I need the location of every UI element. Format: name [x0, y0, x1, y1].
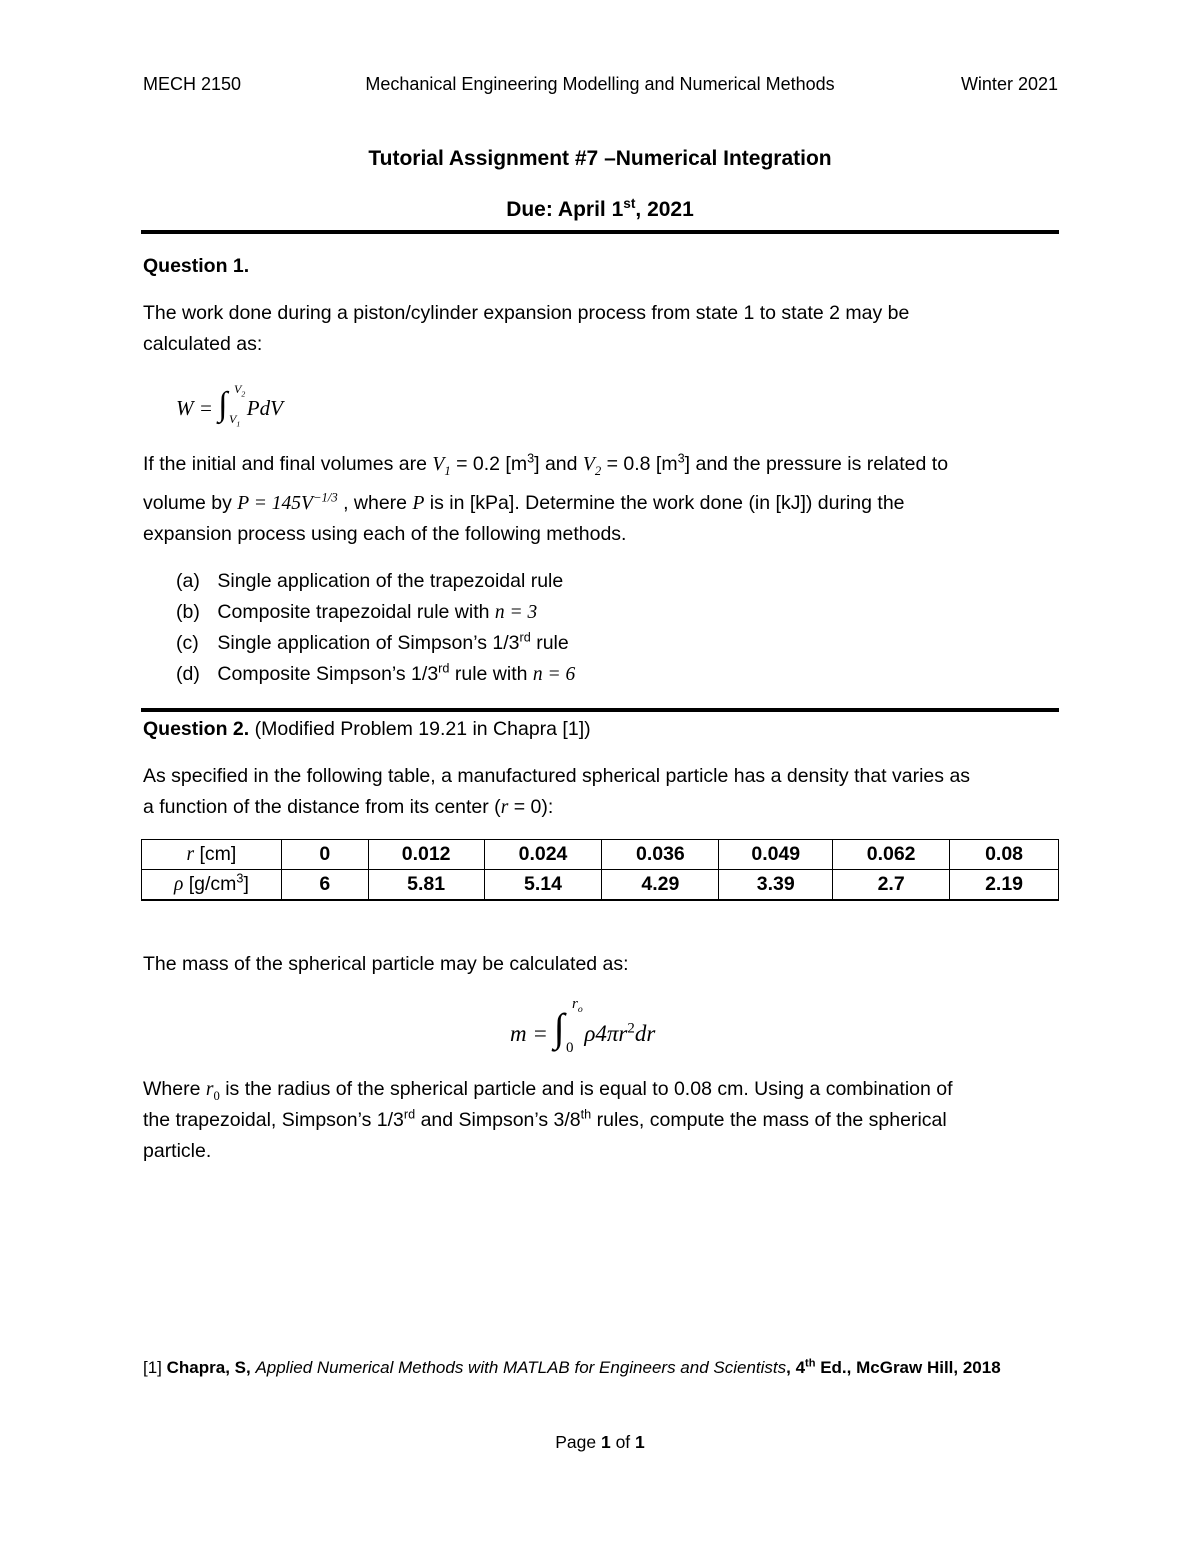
item-sup: rd [519, 630, 531, 645]
item-sup: rd [438, 661, 450, 676]
cubic-exp: 3 [527, 451, 535, 466]
table-cell: 0.036 [602, 840, 719, 870]
text-run: Where [143, 1078, 206, 1100]
work-eq-lower-sub: 1 [236, 419, 241, 429]
radius-unit: [cm] [194, 843, 237, 865]
section-rule-top [141, 230, 1059, 234]
table-cell: 0 [281, 840, 368, 870]
mass-equation [510, 996, 656, 1056]
work-eq-integrand: PdV [246, 396, 283, 420]
density-symbol: ρ [173, 874, 184, 895]
question-2-note: (Modified Problem 19.21 in Chapra [1]) [249, 718, 591, 740]
list-item [143, 659, 575, 690]
text-run: If the initial and final volumes are [143, 453, 433, 475]
page-title: Tutorial Assignment #7 –Numerical Integration [368, 147, 832, 170]
var-v1: V [432, 454, 445, 475]
text-run: of [610, 1432, 636, 1452]
current-page: 1 [600, 1432, 611, 1452]
reference-author: Chapra, S, [166, 1358, 256, 1377]
due-sup: st [623, 196, 636, 211]
ordinal-sup: rd [403, 1107, 416, 1122]
var-v1-sub: 1 [444, 463, 451, 478]
table-cell: 0.08 [950, 840, 1059, 870]
reference-entry [143, 1358, 1001, 1378]
var-v2-sub: 2 [594, 463, 602, 478]
table-row-label-density [142, 870, 282, 901]
text-run: is in [kPa]. Determine the work done (in [kJ]) during the [424, 492, 905, 514]
reference-edition-sup: th [805, 1357, 816, 1370]
list-item [143, 628, 575, 659]
question-2-where-line-2 [143, 1105, 1059, 1136]
mass-eq-differential: dr [634, 1021, 656, 1046]
ordinal-sup: th [580, 1107, 592, 1122]
reference-number: [1] [143, 1358, 167, 1377]
radius-symbol: r [186, 844, 195, 865]
question-2-where-line-3: particle. [143, 1140, 212, 1162]
question-1-heading: Question 1. [143, 255, 250, 277]
item-text: Composite Simpson’s 1/3 [217, 663, 439, 685]
integral-sign: ∫ [218, 386, 228, 423]
work-eq-upper-limit [234, 382, 245, 397]
var-r0-sub: 0 [213, 1088, 220, 1103]
question-1-intro-line-1: The work done during a piston/cylinder expansion process from state 1 to state 2 may be [143, 302, 910, 324]
work-eq-lhs: W = [176, 396, 213, 420]
text-run: = 0.2 [m [450, 453, 528, 475]
text-run: Page [555, 1432, 601, 1452]
mass-eq-lower-limit: 0 [566, 1040, 574, 1056]
due-suffix: , 2021 [635, 198, 694, 221]
question-1-paragraph-line-3: expansion process using each of the following methods. [143, 523, 627, 545]
total-pages: 1 [635, 1432, 645, 1452]
var-r: r [500, 797, 509, 818]
cubic-exp: 3 [677, 451, 685, 466]
due-date [0, 198, 1200, 222]
header-term: Winter 2021 [960, 74, 1058, 94]
var-p: P [412, 493, 425, 514]
text-run: volume by [143, 492, 238, 514]
due-prefix: Due: April 1 [506, 198, 624, 221]
text-run: = 0.8 [m [601, 453, 678, 475]
question-1-intro-line-2: calculated as: [143, 333, 263, 355]
table-row [142, 870, 1059, 901]
pressure-exp: −1/3 [312, 490, 338, 505]
table-cell: 0.062 [833, 840, 950, 870]
text-run: , where [337, 492, 413, 514]
reference-publisher: Ed., McGraw Hill, 2018 [815, 1358, 1001, 1377]
work-eq-lower-limit [229, 412, 240, 427]
mass-eq-upper-limit [572, 996, 583, 1013]
header-course-title: Mechanical Engineering Modelling and Numerical Methods [365, 74, 835, 94]
table-cell: 0.024 [484, 840, 602, 870]
question-2-paragraph-line-2 [143, 792, 1059, 823]
item-text: Single application of Simpson’s 1/3 [217, 632, 520, 654]
table-cell: 2.7 [833, 870, 950, 901]
mass-eq-upper-sub: o [577, 1004, 583, 1015]
question-2-paragraph-line-1: As specified in the following table, a manufactured spherical particle has a density that varies as [143, 765, 971, 787]
table-cell: 0.012 [368, 840, 484, 870]
section-rule-middle [141, 708, 1059, 712]
work-eq-lower-var: V [229, 412, 237, 426]
question-2-heading: Question 2. [143, 718, 250, 740]
question-1-paragraph-line-2 [143, 488, 1059, 519]
integral-sign: ∫ [553, 1005, 565, 1050]
item-text: Composite trapezoidal rule with [217, 601, 495, 623]
text-run: and Simpson’s 3/8 [415, 1109, 581, 1131]
text-run: = 0): [508, 796, 554, 818]
var-v2: V [582, 454, 595, 475]
item-tail: rule with [449, 663, 533, 685]
reference-title: Applied Numerical Methods with MATLAB for Engineers and Scientists [255, 1358, 787, 1377]
item-math: n = 6 [532, 664, 576, 685]
text-run: , 4 [786, 1358, 806, 1377]
item-label: (c) [176, 632, 199, 654]
page-number [0, 1432, 1200, 1453]
question-1-paragraph-line-1 [143, 449, 1059, 480]
mass-eq-upper-var: r [572, 996, 578, 1012]
table-cell: 2.19 [950, 870, 1059, 901]
density-unit-exp: 3 [236, 871, 244, 886]
table-cell: 5.14 [484, 870, 602, 901]
list-item [143, 566, 575, 597]
text-run: is the radius of the spherical particle and is equal to 0.08 cm. Using a combination of [219, 1078, 953, 1100]
header-course-code: MECH 2150 [143, 74, 242, 94]
work-equation [176, 382, 283, 429]
pressure-equation: P = 145V [237, 493, 313, 514]
density-unit-close: ] [243, 873, 249, 895]
work-eq-upper-var: V [234, 382, 242, 396]
mass-eq-integrand: ρ4πr [584, 1021, 628, 1046]
density-unit: [g/cm [183, 873, 237, 895]
text-run: a function of the distance from its center ( [143, 796, 501, 818]
text-run: ] and [534, 453, 583, 475]
var-r0: r [205, 1079, 214, 1100]
table-cell: 5.81 [368, 870, 484, 901]
mass-eq-lhs: m = [510, 1021, 548, 1046]
item-label: (b) [176, 601, 200, 623]
text-run: ] and the pressure is related to [684, 453, 949, 475]
item-text: Single application of the trapezoidal rule [217, 570, 564, 592]
table-cell: 3.39 [719, 870, 833, 901]
text-run: rules, compute the mass of the spherical [591, 1109, 947, 1131]
list-item [143, 597, 575, 628]
work-eq-upper-sub: 2 [241, 389, 246, 399]
item-tail: rule [530, 632, 569, 654]
table-cell: 0.049 [719, 840, 833, 870]
table-cell: 4.29 [602, 870, 719, 901]
mass-eq-exp: 2 [627, 1020, 635, 1037]
item-math: n = 3 [494, 602, 538, 623]
table-row [142, 840, 1059, 870]
table-cell: 6 [281, 870, 368, 901]
text-run: the trapezoidal, Simpson’s 1/3 [143, 1109, 404, 1131]
table-row-label-radius [142, 840, 282, 870]
item-label: (d) [176, 663, 200, 685]
question-2-heading-line [143, 714, 1059, 745]
density-table [141, 839, 1059, 901]
methods-list [143, 566, 575, 690]
item-label: (a) [176, 570, 200, 592]
question-2-where-line-1 [143, 1074, 1059, 1105]
mass-intro: The mass of the spherical particle may be calculated as: [143, 953, 629, 975]
